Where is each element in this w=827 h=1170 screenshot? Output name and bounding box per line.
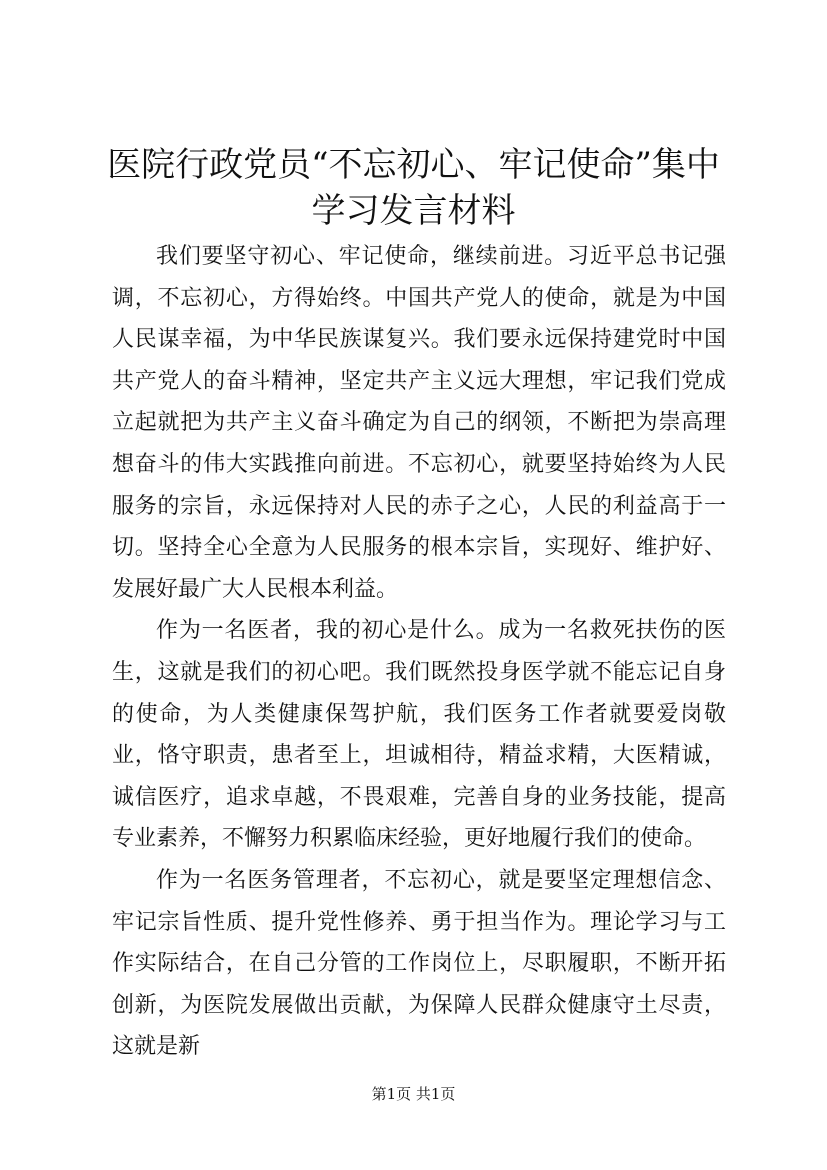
paragraph-2: 作为一名医者，我的初心是什么。成为一名救死扶伤的医生，这就是我们的初心吧。我们既然投身医学就不能忘记自身的使命，为人类健康保驾护航，我们医务工作者就要爱岗敬业，恪守职责，患者至上，坦诚相待，精益求精，大医精诚，诚信医疗，追求卓越，不畏艰难，完善自身的业务技能，提高专业素养，不懈努力积累临床经验，更好地履行我们的使命。 bbox=[112, 618, 726, 852]
paragraph-1: 我们要坚守初心、牢记使命，继续前进。习近平总书记强调，不忘初心，方得始终。中国共产党人的使命，就是为中国人民谋幸福，为中华民族谋复兴。我们要永远保持建党时中国共产党人的奋斗精神，坚定共产主义远大理想，牢记我们党成立起就把为共产主义奋斗确定为自己的纲领，不断把为崇高理想奋斗的伟大实践推向前进。不忘初心，就要坚持始终为人民服务的宗旨，永远保持对人民的赤子之心，人民的利益高于一切。坚持全心全意为人民服务的根本宗旨，实现好、维护好、发展好最广大人民根本利益。 bbox=[112, 244, 726, 602]
page-number-footer: 第1页 共1页 bbox=[371, 1085, 456, 1103]
document-title: 医院行政党员“不忘初心、牢记使命”集中学习发言材料 bbox=[107, 145, 720, 231]
paragraph-3: 作为一名医务管理者，不忘初心，就是要坚定理想信念、牢记宗旨性质、提升党性修养、勇于担当作为。理论学习与工作实际结合，在自己分管的工作岗位上，尽职履职，不断开拓创新，为医院发展做出贡献，为保障人民群众健康守土尽责，这就是新 bbox=[112, 867, 726, 1060]
document-body bbox=[112, 236, 726, 1068]
